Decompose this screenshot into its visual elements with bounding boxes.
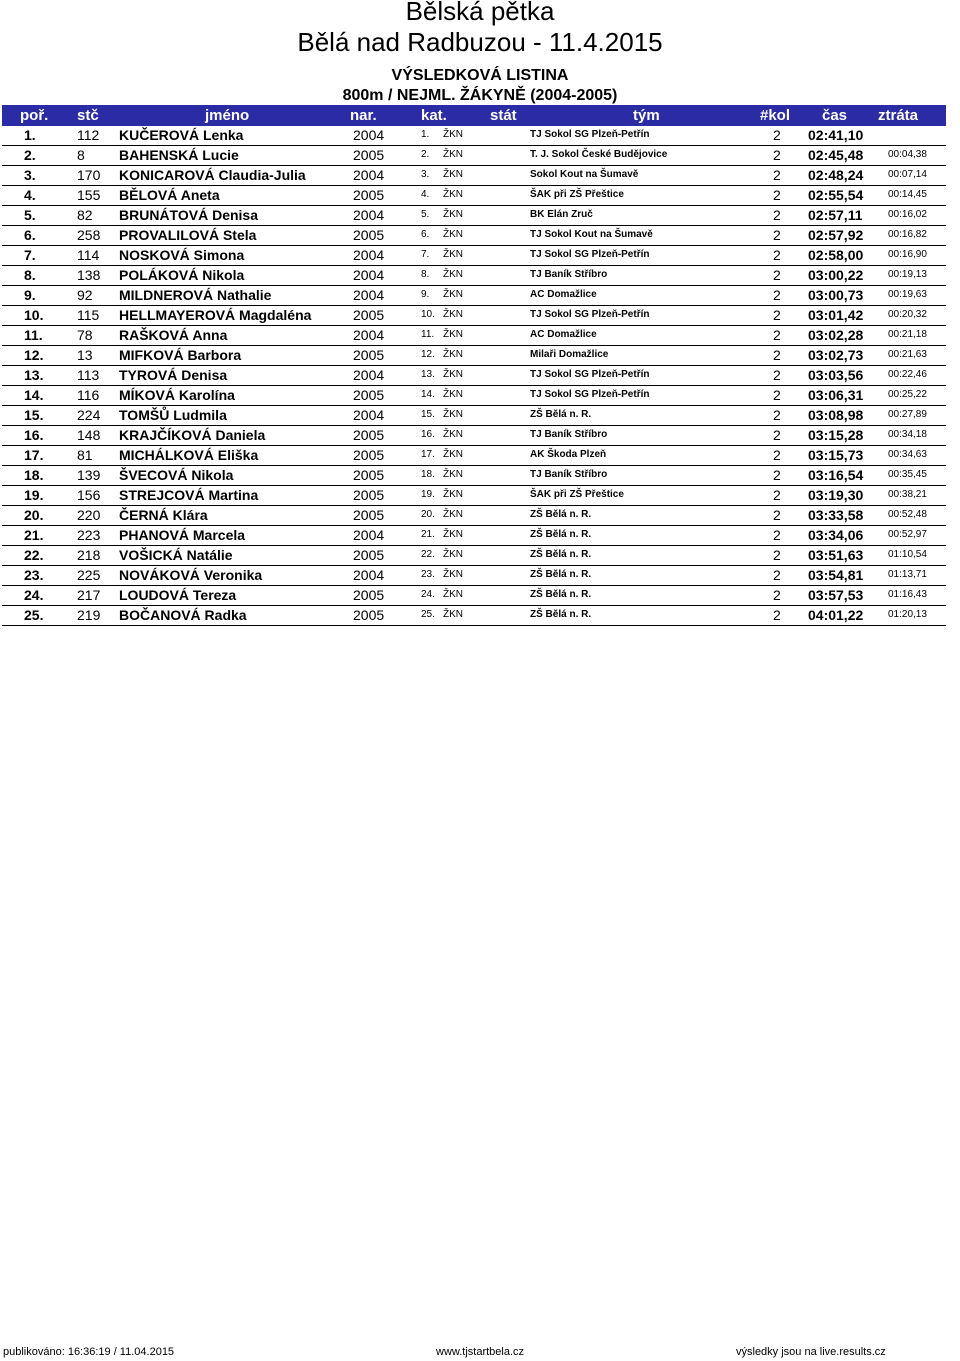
header-kol: #kol <box>760 107 791 124</box>
category-rank: 19. <box>421 489 435 500</box>
place: 15. <box>24 407 44 423</box>
finish-time: 03:15,73 <box>808 447 864 463</box>
birth-year: 2004 <box>353 367 385 383</box>
category-code: ŽKN <box>443 149 463 160</box>
finish-time: 02:55,54 <box>808 187 864 203</box>
table-header <box>2 105 946 126</box>
event-title: Bělská pětka <box>405 0 555 26</box>
category-rank: 13. <box>421 369 435 380</box>
place: 11. <box>24 327 43 343</box>
category-code: ŽKN <box>443 509 463 520</box>
time-gap: 00:35,45 <box>888 469 927 480</box>
time-gap: 01:20,13 <box>888 609 927 620</box>
team-name: TJ Baník Stříbro <box>530 429 608 440</box>
category-rank: 20. <box>421 509 435 520</box>
athlete-name: KONICAROVÁ Claudia-Julia <box>119 167 306 183</box>
birth-year: 2005 <box>353 307 385 323</box>
laps: 2 <box>773 467 781 483</box>
team-name: AC Domažlice <box>530 289 597 300</box>
finish-time: 03:57,53 <box>808 587 864 603</box>
birth-year: 2005 <box>353 347 385 363</box>
finish-time: 03:54,81 <box>808 567 864 583</box>
laps: 2 <box>773 447 781 463</box>
header-stat: stát <box>490 107 517 124</box>
bib-number: 112 <box>77 127 100 143</box>
laps: 2 <box>773 507 781 523</box>
team-name: ZŠ Bělá n. R. <box>530 549 592 560</box>
bib-number: 113 <box>77 367 100 383</box>
category-code: ŽKN <box>443 369 463 380</box>
time-gap: 00:38,21 <box>888 489 927 500</box>
bib-number: 155 <box>77 187 101 203</box>
birth-year: 2005 <box>353 387 385 403</box>
category-rank: 14. <box>421 389 435 400</box>
table-row <box>2 466 946 486</box>
place: 3. <box>24 167 36 183</box>
finish-time: 02:57,92 <box>808 227 864 243</box>
athlete-name: MILDNEROVÁ Nathalie <box>119 287 272 303</box>
table-row <box>2 546 946 566</box>
athlete-name: VOŠICKÁ Natálie <box>119 547 233 563</box>
bib-number: 224 <box>77 407 101 423</box>
table-row <box>2 206 946 226</box>
athlete-name: HELLMAYEROVÁ Magdaléna <box>119 307 312 323</box>
bib-number: 82 <box>77 207 93 223</box>
laps: 2 <box>773 587 781 603</box>
athlete-name: BAHENSKÁ Lucie <box>119 147 239 163</box>
bib-number: 81 <box>77 447 93 463</box>
time-gap: 00:19,13 <box>888 269 927 280</box>
time-gap: 00:07,14 <box>888 169 927 180</box>
header-ztrata: ztráta <box>878 107 919 124</box>
bib-number: 78 <box>77 327 93 343</box>
table-row <box>2 146 946 166</box>
bib-number: 8 <box>77 147 85 163</box>
athlete-name: KRAJČÍKOVÁ Daniela <box>119 427 266 443</box>
laps: 2 <box>773 547 781 563</box>
place: 2. <box>24 147 36 163</box>
finish-time: 03:33,58 <box>808 507 864 523</box>
place: 18. <box>24 467 44 483</box>
laps: 2 <box>773 567 781 583</box>
team-name: ZŠ Bělá n. R. <box>530 529 592 540</box>
team-name: ZŠ Bělá n. R. <box>530 509 592 520</box>
team-name: TJ Sokol SG Plzeň-Petřín <box>530 309 650 320</box>
category-rank: 18. <box>421 469 435 480</box>
table-row <box>2 346 946 366</box>
birth-year: 2005 <box>353 227 385 243</box>
team-name: ZŠ Bělá n. R. <box>530 589 592 600</box>
birth-year: 2005 <box>353 487 385 503</box>
birth-year: 2005 <box>353 467 385 483</box>
category-rank: 15. <box>421 409 435 420</box>
finish-time: 03:19,30 <box>808 487 864 503</box>
team-name: ŠAK při ZŠ Přeštice <box>530 189 624 200</box>
category-code: ŽKN <box>443 469 463 480</box>
table-row <box>2 426 946 446</box>
bib-number: 220 <box>77 507 101 523</box>
team-name: TJ Sokol SG Plzeň-Petřín <box>530 129 650 140</box>
athlete-name: NOVÁKOVÁ Veronika <box>119 567 263 583</box>
table-row <box>2 326 946 346</box>
birth-year: 2004 <box>353 267 385 283</box>
athlete-name: MICHÁLKOVÁ Eliška <box>119 447 259 463</box>
time-gap: 00:04,38 <box>888 149 927 160</box>
bib-number: 92 <box>77 287 93 303</box>
category-rank: 23. <box>421 569 435 580</box>
place: 5. <box>24 207 36 223</box>
header-stc: stč <box>77 107 99 124</box>
finish-time: 03:00,22 <box>808 267 864 283</box>
place: 16. <box>24 427 44 443</box>
table-row <box>2 406 946 426</box>
athlete-name: BRUNÁTOVÁ Denisa <box>119 207 258 223</box>
category-code: ŽKN <box>443 189 463 200</box>
finish-time: 03:15,28 <box>808 427 864 443</box>
time-gap: 00:14,45 <box>888 189 927 200</box>
time-gap: 00:34,63 <box>888 449 927 460</box>
birth-year: 2004 <box>353 527 385 543</box>
table-row <box>2 506 946 526</box>
place: 6. <box>24 227 36 243</box>
bib-number: 156 <box>77 487 101 503</box>
category-code: ŽKN <box>443 269 463 280</box>
category-code: ŽKN <box>443 349 463 360</box>
bib-number: 218 <box>77 547 101 563</box>
table-row <box>2 166 946 186</box>
place: 21. <box>24 527 44 543</box>
finish-time: 02:41,10 <box>808 127 864 143</box>
time-gap: 01:13,71 <box>888 569 927 580</box>
table-row <box>2 246 946 266</box>
laps: 2 <box>773 207 781 223</box>
birth-year: 2004 <box>353 247 385 263</box>
laps: 2 <box>773 307 781 323</box>
team-name: Sokol Kout na Šumavě <box>530 169 639 180</box>
finish-time: 03:06,31 <box>808 387 864 403</box>
website-link[interactable]: www.tjstartbela.cz <box>436 1346 525 1358</box>
birth-year: 2004 <box>353 167 385 183</box>
team-name: TJ Baník Stříbro <box>530 269 608 280</box>
team-name: TJ Sokol SG Plzeň-Petřín <box>530 389 650 400</box>
bib-number: 13 <box>77 347 93 363</box>
laps: 2 <box>773 427 781 443</box>
finish-time: 03:02,73 <box>808 347 864 363</box>
athlete-name: MIFKOVÁ Barbora <box>119 347 242 363</box>
team-name: ZŠ Bělá n. R. <box>530 569 592 580</box>
place: 4. <box>24 187 36 203</box>
table-row <box>2 186 946 206</box>
finish-time: 02:45,48 <box>808 147 864 163</box>
bib-number: 170 <box>77 167 101 183</box>
team-name: TJ Sokol Kout na Šumavě <box>530 229 653 240</box>
table-row <box>2 286 946 306</box>
category-code: ŽKN <box>443 249 463 260</box>
athlete-name: ČERNÁ Klára <box>119 507 208 523</box>
time-gap: 00:16,02 <box>888 209 927 220</box>
table-row <box>2 446 946 466</box>
finish-time: 02:58,00 <box>808 247 864 263</box>
category-title: 800m / NEJML. ŽÁKYNĚ (2004-2005) <box>342 87 618 104</box>
category-code: ŽKN <box>443 389 463 400</box>
category-rank: 8. <box>421 269 430 280</box>
finish-time: 02:57,11 <box>808 207 863 223</box>
team-name: T. J. Sokol České Budějovice <box>530 149 668 160</box>
category-code: ŽKN <box>443 549 463 560</box>
athlete-name: ŠVECOVÁ Nikola <box>119 467 234 483</box>
place: 19. <box>24 487 44 503</box>
place: 24. <box>24 587 44 603</box>
table-row <box>2 126 946 146</box>
finish-time: 02:48,24 <box>808 167 864 183</box>
laps: 2 <box>773 187 781 203</box>
header-por: poř. <box>20 107 49 124</box>
place: 13. <box>24 367 44 383</box>
laps: 2 <box>773 327 781 343</box>
place: 1. <box>24 127 36 143</box>
athlete-name: BOČANOVÁ Radka <box>119 607 247 623</box>
birth-year: 2004 <box>353 127 385 143</box>
place: 17. <box>24 447 44 463</box>
time-gap: 00:19,63 <box>888 289 927 300</box>
time-gap: 00:20,32 <box>888 309 927 320</box>
bib-number: 258 <box>77 227 101 243</box>
birth-year: 2005 <box>353 587 385 603</box>
place: 20. <box>24 507 44 523</box>
place: 9. <box>24 287 36 303</box>
birth-year: 2005 <box>353 547 385 563</box>
team-name: TJ Sokol SG Plzeň-Petřín <box>530 369 650 380</box>
category-code: ŽKN <box>443 409 463 420</box>
category-code: ŽKN <box>443 129 463 140</box>
category-rank: 17. <box>421 449 435 460</box>
table-row <box>2 526 946 546</box>
category-rank: 10. <box>421 309 435 320</box>
table-row <box>2 486 946 506</box>
laps: 2 <box>773 607 781 623</box>
team-name: ZŠ Bělá n. R. <box>530 609 592 620</box>
athlete-name: TOMŠŮ Ludmila <box>119 407 227 423</box>
place: 12. <box>24 347 44 363</box>
category-rank: 25. <box>421 609 435 620</box>
finish-time: 03:16,54 <box>808 467 864 483</box>
category-rank: 24. <box>421 589 435 600</box>
birth-year: 2004 <box>353 207 385 223</box>
bib-number: 139 <box>77 467 101 483</box>
header-cas: čas <box>822 107 848 124</box>
laps: 2 <box>773 167 781 183</box>
laps: 2 <box>773 367 781 383</box>
place: 10. <box>24 307 44 323</box>
finish-time: 03:02,28 <box>808 327 864 343</box>
category-rank: 5. <box>421 209 430 220</box>
category-code: ŽKN <box>443 309 463 320</box>
finish-time: 03:51,63 <box>808 547 864 563</box>
laps: 2 <box>773 407 781 423</box>
category-rank: 12. <box>421 349 435 360</box>
place: 14. <box>24 387 44 403</box>
athlete-name: NOSKOVÁ Simona <box>119 247 245 263</box>
birth-year: 2005 <box>353 607 385 623</box>
athlete-name: BĚLOVÁ Aneta <box>119 187 220 203</box>
category-rank: 7. <box>421 249 430 260</box>
category-code: ŽKN <box>443 449 463 460</box>
team-name: ŠAK při ZŠ Přeštice <box>530 489 624 500</box>
table-row <box>2 226 946 246</box>
time-gap: 00:22,46 <box>888 369 927 380</box>
laps: 2 <box>773 527 781 543</box>
bib-number: 225 <box>77 567 101 583</box>
category-rank: 3. <box>421 169 430 180</box>
place: 25. <box>24 607 44 623</box>
category-code: ŽKN <box>443 569 463 580</box>
place: 8. <box>24 267 36 283</box>
category-rank: 2. <box>421 149 430 160</box>
laps: 2 <box>773 127 781 143</box>
team-name: BK Elán Zruč <box>530 209 593 220</box>
table-row <box>2 266 946 286</box>
table-row <box>2 306 946 326</box>
time-gap: 00:16,82 <box>888 229 927 240</box>
event-subtitle: Bělá nad Radbuzou - 11.4.2015 <box>297 27 663 57</box>
category-code: ŽKN <box>443 209 463 220</box>
athlete-name: POLÁKOVÁ Nikola <box>119 267 245 283</box>
header-nar: nar. <box>350 107 377 124</box>
birth-year: 2004 <box>353 287 385 303</box>
category-rank: 22. <box>421 549 435 560</box>
athlete-name: MÍKOVÁ Karolína <box>119 387 235 403</box>
header-tym: tým <box>633 107 660 124</box>
time-gap: 00:52,97 <box>888 529 927 540</box>
category-rank: 4. <box>421 189 430 200</box>
place: 22. <box>24 547 44 563</box>
laps: 2 <box>773 387 781 403</box>
team-name: TJ Baník Stříbro <box>530 469 608 480</box>
bib-number: 116 <box>77 387 100 403</box>
birth-year: 2005 <box>353 147 385 163</box>
bib-number: 148 <box>77 427 101 443</box>
athlete-name: KUČEROVÁ Lenka <box>119 127 244 143</box>
athlete-name: RAŠKOVÁ Anna <box>119 327 228 343</box>
birth-year: 2004 <box>353 327 385 343</box>
finish-time: 03:01,42 <box>808 307 864 323</box>
laps: 2 <box>773 227 781 243</box>
birth-year: 2005 <box>353 507 385 523</box>
category-code: ŽKN <box>443 609 463 620</box>
athlete-name: PHANOVÁ Marcela <box>119 527 246 543</box>
finish-time: 03:03,56 <box>808 367 864 383</box>
table-row <box>2 366 946 386</box>
team-name: AC Domažlice <box>530 329 597 340</box>
category-code: ŽKN <box>443 329 463 340</box>
table-row <box>2 606 946 626</box>
category-rank: 6. <box>421 229 430 240</box>
time-gap: 00:16,90 <box>888 249 927 260</box>
finish-time: 04:01,22 <box>808 607 864 623</box>
category-rank: 9. <box>421 289 430 300</box>
bib-number: 114 <box>77 247 100 263</box>
bib-number: 217 <box>77 587 101 603</box>
birth-year: 2005 <box>353 187 385 203</box>
category-code: ŽKN <box>443 489 463 500</box>
finish-time: 03:08,98 <box>808 407 864 423</box>
time-gap: 00:25,22 <box>888 389 927 400</box>
bib-number: 223 <box>77 527 101 543</box>
team-name: ZŠ Bělá n. R. <box>530 409 592 420</box>
header-jmeno: jméno <box>205 107 250 124</box>
category-rank: 16. <box>421 429 435 440</box>
laps: 2 <box>773 147 781 163</box>
time-gap: 01:16,43 <box>888 589 927 600</box>
time-gap: 00:21,63 <box>888 349 927 360</box>
category-code: ŽKN <box>443 169 463 180</box>
birth-year: 2005 <box>353 427 385 443</box>
laps: 2 <box>773 247 781 263</box>
laps: 2 <box>773 487 781 503</box>
results-table <box>2 126 946 626</box>
category-rank: 21. <box>421 529 435 540</box>
category-code: ŽKN <box>443 229 463 240</box>
time-gap: 00:21,18 <box>888 329 927 340</box>
time-gap: 00:52,48 <box>888 509 927 520</box>
category-code: ŽKN <box>443 529 463 540</box>
bib-number: 138 <box>77 267 101 283</box>
finish-time: 03:34,06 <box>808 527 864 543</box>
time-gap: 00:27,89 <box>888 409 927 420</box>
team-name: Milaři Domažlice <box>530 349 609 360</box>
athlete-name: TYROVÁ Denisa <box>119 367 228 383</box>
athlete-name: PROVALILOVÁ Stela <box>119 227 257 243</box>
team-name: AK Škoda Plzeň <box>530 449 607 460</box>
category-rank: 11. <box>421 329 435 340</box>
list-title: VÝSLEDKOVÁ LISTINA <box>391 67 569 84</box>
laps: 2 <box>773 347 781 363</box>
finish-time: 03:00,73 <box>808 287 864 303</box>
laps: 2 <box>773 287 781 303</box>
athlete-name: STREJCOVÁ Martina <box>119 487 259 503</box>
laps: 2 <box>773 267 781 283</box>
birth-year: 2004 <box>353 567 385 583</box>
time-gap: 00:34,18 <box>888 429 927 440</box>
table-row <box>2 586 946 606</box>
category-code: ŽKN <box>443 429 463 440</box>
category-code: ŽKN <box>443 589 463 600</box>
category-rank: 1. <box>421 129 430 140</box>
category-code: ŽKN <box>443 289 463 300</box>
place: 7. <box>24 247 36 263</box>
athlete-name: LOUDOVÁ Tereza <box>119 587 237 603</box>
birth-year: 2004 <box>353 407 385 423</box>
bib-number: 219 <box>77 607 101 623</box>
team-name: TJ Sokol SG Plzeň-Petřín <box>530 249 650 260</box>
time-gap: 01:10,54 <box>888 549 927 560</box>
table-row <box>2 566 946 586</box>
place: 23. <box>24 567 44 583</box>
birth-year: 2005 <box>353 447 385 463</box>
published-timestamp: publikováno: 16:36:19 / 11.04.2015 <box>3 1346 175 1358</box>
bib-number: 115 <box>77 307 100 323</box>
table-row <box>2 386 946 406</box>
results-link[interactable]: výsledky jsou na live.results.cz <box>736 1346 886 1358</box>
header-kat: kat. <box>421 107 447 124</box>
